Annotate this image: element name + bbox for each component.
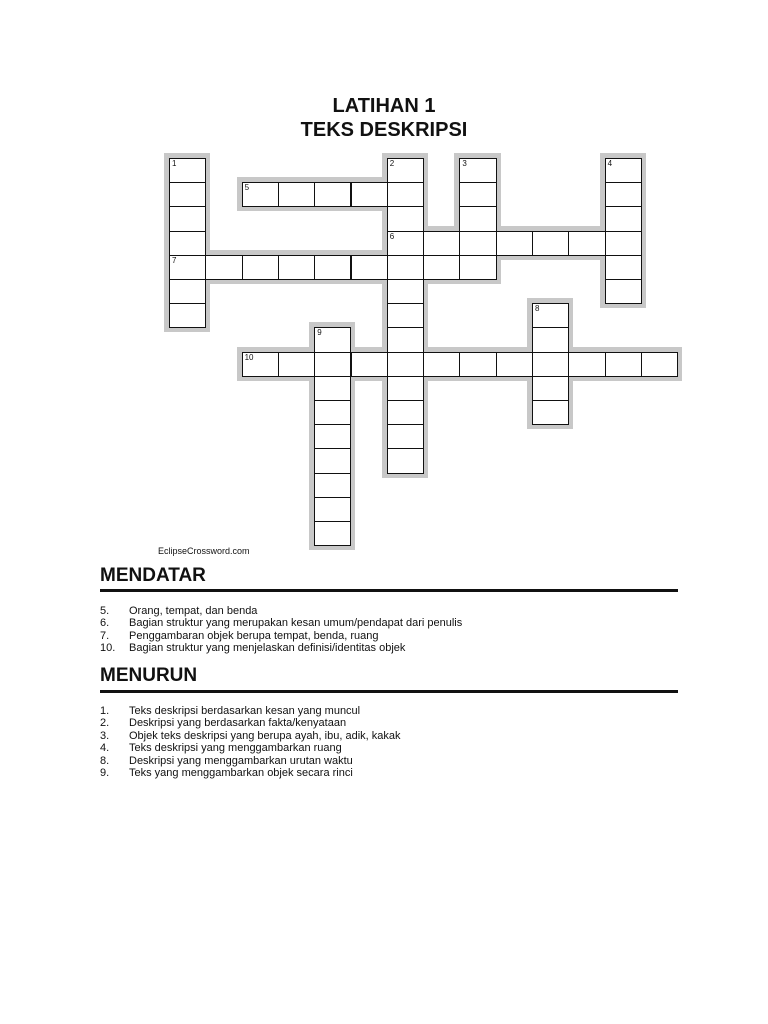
crossword-cell[interactable]: [459, 255, 496, 280]
clue-item: [100, 630, 660, 642]
clue-item: [100, 755, 660, 767]
crossword-cell[interactable]: [532, 327, 569, 352]
crossword-cell[interactable]: [314, 255, 351, 280]
cell-number: 2: [389, 159, 395, 168]
down-divider: [100, 690, 678, 693]
crossword-cell[interactable]: [278, 255, 315, 280]
crossword-cell[interactable]: [568, 352, 605, 377]
clue-number: 7.: [100, 629, 110, 642]
crossword-cell[interactable]: [205, 255, 242, 280]
page-title: LATIHAN 1: [332, 95, 436, 117]
crossword-cell[interactable]: [532, 376, 569, 401]
crossword-cell[interactable]: [459, 206, 496, 231]
clue-text: Teks yang menggambarkan objek secara rinci: [129, 767, 353, 780]
crossword-cell[interactable]: [423, 255, 460, 280]
crossword-cell[interactable]: [242, 352, 279, 377]
crossword-cell[interactable]: [314, 424, 351, 449]
clue-text: Penggambaran objek berupa tempat, benda, ruang: [129, 629, 379, 642]
crossword-cell[interactable]: [387, 424, 424, 449]
crossword-cell[interactable]: [387, 448, 424, 473]
crossword-cell[interactable]: [568, 231, 605, 256]
down-clue-list: [100, 705, 660, 779]
clue-text: Teks deskripsi yang menggambarkan ruang: [129, 742, 342, 755]
cell-number: 5: [244, 183, 250, 193]
crossword-cell[interactable]: [169, 279, 206, 304]
clue-text: Deskripsi yang berdasarkan fakta/kenyataan: [129, 717, 347, 730]
clue-item: [100, 742, 660, 754]
crossword-cell[interactable]: [314, 400, 351, 425]
crossword-cell[interactable]: [169, 255, 206, 280]
crossword-cell[interactable]: [496, 231, 533, 256]
across-heading: MENDATAR: [100, 565, 206, 586]
crossword-cell[interactable]: [641, 352, 678, 377]
crossword-cell[interactable]: [387, 182, 424, 207]
crossword-cell[interactable]: [532, 231, 569, 256]
clue-number: 2.: [100, 717, 110, 730]
clue-item: [100, 705, 660, 717]
cell-number: 3: [462, 159, 467, 168]
crossword-cell[interactable]: [314, 497, 351, 522]
page-subtitle: TEKS DESKRIPSI: [300, 119, 468, 141]
crossword-cell[interactable]: [169, 206, 206, 231]
clue-text: Teks deskripsi berdasarkan kesan yang muncul: [129, 705, 361, 717]
cell-number: 1: [172, 159, 177, 168]
crossword-cell[interactable]: [387, 303, 424, 328]
cell-number: 7: [172, 255, 177, 265]
crossword-cell[interactable]: [169, 182, 206, 207]
clue-item: [100, 605, 660, 617]
clue-item: [100, 617, 660, 629]
crossword-cell[interactable]: [351, 352, 388, 377]
crossword-cell[interactable]: [278, 352, 315, 377]
crossword-cell[interactable]: [459, 158, 496, 183]
clue-text: Bagian struktur yang merupakan kesan umum/pendapat dari penulis: [129, 617, 463, 630]
crossword-cell[interactable]: [387, 327, 424, 352]
crossword-cell[interactable]: [169, 158, 206, 183]
crossword-cell[interactable]: [387, 255, 424, 280]
crossword-cell[interactable]: [387, 376, 424, 401]
crossword-cell[interactable]: [387, 352, 424, 377]
crossword-cell[interactable]: [242, 255, 279, 280]
crossword-cell[interactable]: [532, 400, 569, 425]
crossword-cell[interactable]: [459, 231, 496, 256]
crossword-cell[interactable]: [605, 255, 642, 280]
clue-text: Bagian struktur yang menjelaskan definisi/identitas objek: [129, 642, 406, 655]
crossword-cell[interactable]: [351, 255, 388, 280]
clue-number: 10.: [100, 642, 116, 655]
crossword-cell[interactable]: [314, 327, 351, 352]
clue-number: 5.: [100, 605, 110, 617]
clue-number: 1.: [100, 705, 110, 717]
crossword-cell[interactable]: [314, 352, 351, 377]
credit-text: EclipseCrossword.com: [158, 546, 250, 556]
crossword-cell[interactable]: [605, 279, 642, 304]
crossword-cell[interactable]: [387, 158, 424, 183]
clue-item: [100, 642, 660, 654]
clue-item: [100, 717, 660, 729]
crossword-cell[interactable]: [314, 448, 351, 473]
crossword-cell[interactable]: [387, 231, 424, 256]
crossword-cell[interactable]: [605, 231, 642, 256]
clue-number: 3.: [100, 729, 110, 742]
crossword-cell[interactable]: [459, 352, 496, 377]
crossword-cell[interactable]: [605, 352, 642, 377]
crossword-cell[interactable]: [605, 206, 642, 231]
crossword-cell[interactable]: [169, 231, 206, 256]
clue-number: 9.: [100, 767, 110, 780]
crossword-cell[interactable]: [387, 206, 424, 231]
crossword-cell[interactable]: [532, 352, 569, 377]
clue-text: Objek teks deskripsi yang berupa ayah, ibu, adik, kakak: [129, 729, 401, 742]
crossword-cell[interactable]: [605, 182, 642, 207]
clue-number: 4.: [100, 742, 110, 755]
clue-text: Orang, tempat, dan benda: [129, 605, 258, 617]
cell-number: 6: [389, 231, 395, 241]
cell-number: 9: [317, 328, 322, 338]
clue-number: 8.: [100, 754, 110, 767]
crossword-cell[interactable]: [351, 182, 388, 207]
crossword-cell[interactable]: [314, 521, 351, 546]
cell-number: 4: [607, 159, 613, 168]
crossword-cell[interactable]: [459, 182, 496, 207]
crossword-cell[interactable]: [169, 303, 206, 328]
crossword-cell[interactable]: [605, 158, 642, 183]
crossword-cell[interactable]: [314, 182, 351, 207]
crossword-cell[interactable]: [423, 231, 460, 256]
clue-item: [100, 730, 660, 742]
across-clue-list: [100, 605, 660, 655]
crossword-cell[interactable]: [242, 182, 279, 207]
crossword-cell[interactable]: [314, 376, 351, 401]
crossword-cell[interactable]: [496, 352, 533, 377]
down-heading: MENURUN: [100, 665, 198, 686]
across-divider: [100, 589, 678, 592]
cell-number: 8: [535, 304, 540, 314]
crossword-cell[interactable]: [387, 400, 424, 425]
crossword-cell[interactable]: [532, 303, 569, 328]
cell-number: 10: [244, 352, 254, 362]
crossword-cell[interactable]: [278, 182, 315, 207]
clue-text: Deskripsi yang menggambarkan urutan waktu: [129, 754, 353, 767]
crossword-cell[interactable]: [387, 279, 424, 304]
crossword-cell[interactable]: [423, 352, 460, 377]
clue-item: [100, 767, 660, 779]
clue-number: 6.: [100, 617, 110, 630]
crossword-cell[interactable]: [314, 473, 351, 498]
